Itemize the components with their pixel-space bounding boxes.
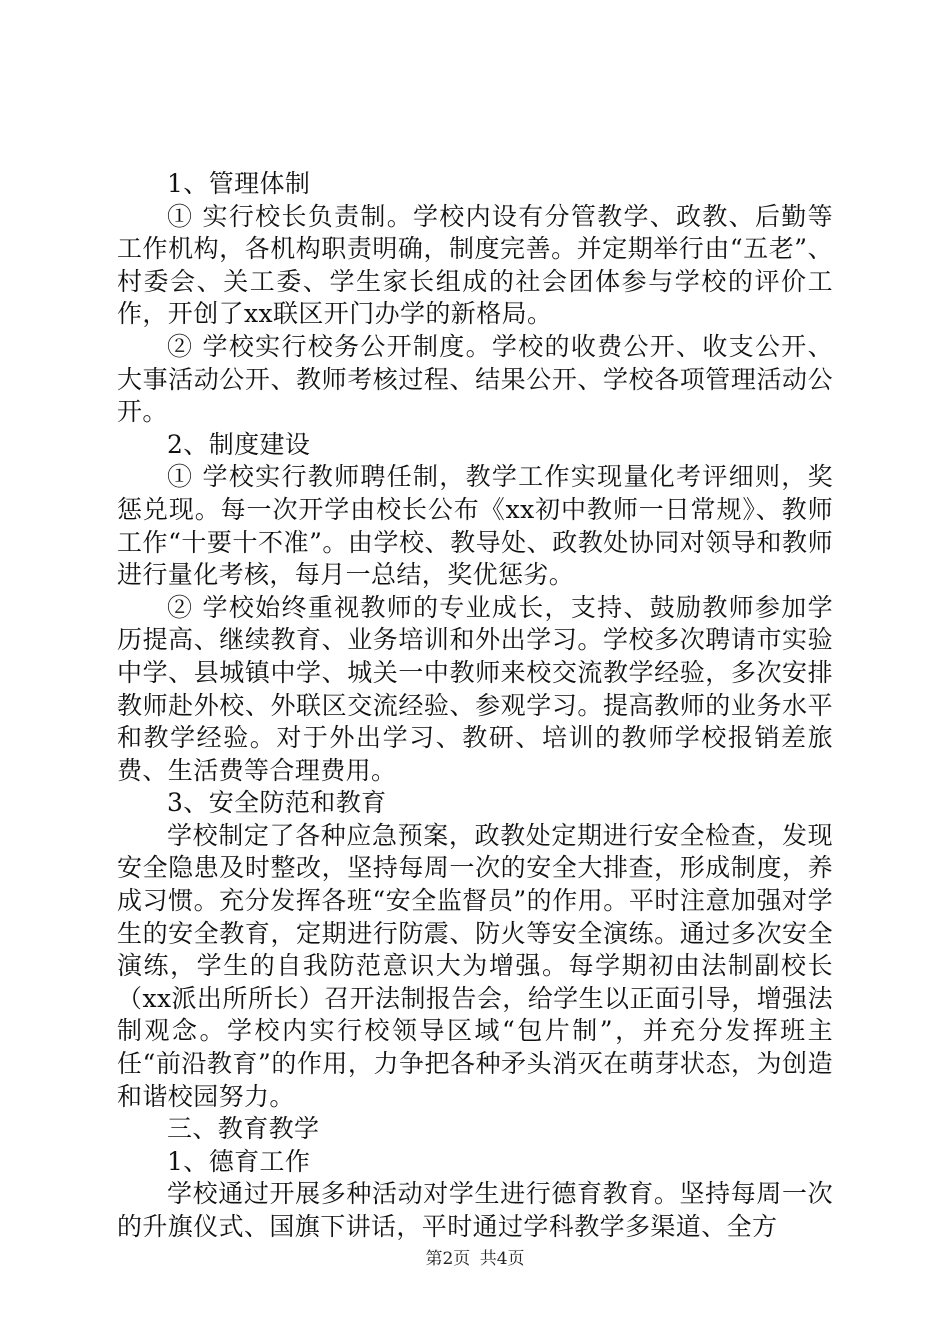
section-heading-moral-education: 1、德育工作 (167, 1146, 311, 1176)
paragraph-safety-measures: 学校制定了各种应急预案，政教处定期进行安全检查，发现安全隐患及时整改，坚持每周一次的安全大排查，形成制度，养成习惯。充分发挥各班“安全监督员”的作用。平时注意加强对学生的安全教育，定期进行防震、防火等安全演练。通过多次安全演练，学生的自我防范意识大为增强。每学期初由法制副校长（xx派出所所长）召开法制报告会，给学生以正面引导，增强法制观念。学校内实行校领导区域“包片制”，并充分发挥班主任“前沿教育”的作用，力争把各种矛头消灭在萌芽状态，为创造和谐校园努力。 (117, 820, 833, 1111)
section-heading-safety: 3、安全防范和教育 (167, 788, 387, 818)
section-heading-education: 三、教育教学 (167, 1114, 320, 1144)
page-footer (0, 1244, 950, 1269)
section-heading-management: 1、管理体制 (167, 169, 311, 198)
page-number: 第2页 (425, 1249, 471, 1269)
paragraph-teacher-appointment: ① 学校实行教师聘任制，教学工作实现量化考评细则，奖惩兑现。每一次开学由校长公布《xx初中教师一日常规》、教师工作“十要十不准”。由学校、教导处、政教处协同对领导和教师进行量化考核，每月一总结，奖优惩劣。 (117, 462, 833, 590)
paragraph-moral-activities: 学校通过开展多种活动对学生进行德育教育。坚持每周一次的升旗仪式、国旗下讲话，平时通过学科教学多渠道、全方 (117, 1179, 833, 1241)
document-body (117, 168, 833, 1244)
page-total: 共4页 (479, 1249, 525, 1269)
paragraph-open-affairs: ② 学校实行校务公开制度。学校的收费公开、收支公开、大事活动公开、教师考核过程、结果公开、学校各项管理活动公开。 (117, 331, 833, 427)
section-heading-system-building: 2、制度建设 (167, 429, 311, 459)
paragraph-principal-responsibility: ① 实行校长负责制。学校内设有分管教学、政教、后勤等工作机构，各机构职责明确，制度完善。并定期举行由“五老”、村委会、关工委、学生家长组成的社会团体参与学校的评价工作，开创了xx联区开门办学的新格局。 (117, 201, 833, 329)
paragraph-teacher-growth: ② 学校始终重视教师的专业成长，支持、鼓励教师参加学历提高、继续教育、业务培训和外出学习。学校多次聘请市实验中学、县城镇中学、城关一中教师来校交流教学经验，多次安排教师赴外校、外联区交流经验、参观学习。提高教师的业务水平和教学经验。对于外出学习、教研、培训的教师学校报销差旅费、生活费等合理费用。 (117, 592, 833, 785)
